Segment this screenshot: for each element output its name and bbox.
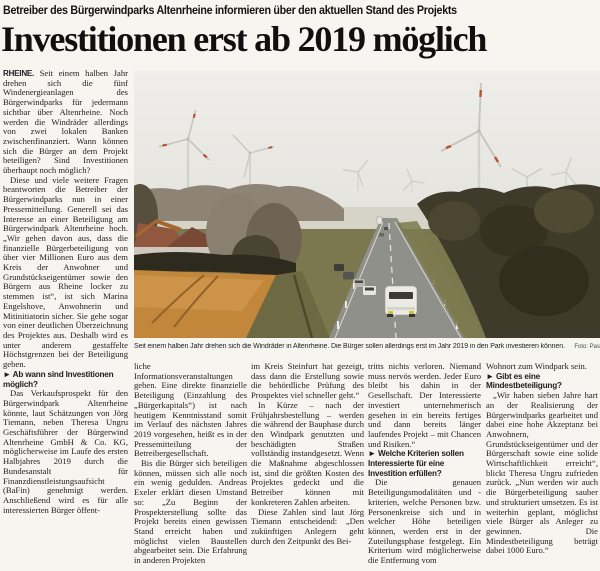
paragraph: tritts nichts verloren. Niemand muss nervös werden. Jeder Euro bleibt bis dahin in der Gesellschaft. Der Interessierte investiert unternehmerisch gesehen in ein bereits fertiges und dann bereits länger laufendes Projekt – mit Chancen und Risiken.“ bbox=[368, 362, 481, 449]
photo-scene bbox=[134, 71, 600, 338]
tree-clump bbox=[534, 189, 594, 233]
distant-truck bbox=[377, 217, 382, 224]
article-column-2 bbox=[134, 362, 247, 570]
tree-clump bbox=[499, 246, 589, 316]
photo-credit: Foto: Pas bbox=[574, 344, 600, 350]
paragraph: Wohnort zum Windpark sein. bbox=[486, 362, 587, 371]
article-column-4 bbox=[368, 362, 481, 570]
lead-paragraph: RHEINE. Seit einem halben Jahr drehen sich die fünf Windenergieanlagen des Bürgerwindparks für jedermann sichtbar über Altenrheine. Noch werden die Windräder allerdings von zwei lokalen Banken zwischenfinanziert. Wann können sich die Bürger an dem Projekt beteiligen? Sind Investitionen überhaupt noch möglich? bbox=[3, 69, 128, 176]
van bbox=[385, 286, 417, 317]
distant-car bbox=[384, 227, 388, 230]
paragraph: Bis die Bürger sich beteiligen können, müssen sich alle noch ein wenig gedulden. Andreas Exeler erklärt diesen Umstand so: „Zu Beginn der Prospekterstellung sollte das Projekt bereits einen gewissen Stand erreicht haben und möglichst vielen Baustellen abgearbeitet sein. Die Erfahrung in anderen Projekten bbox=[134, 458, 247, 566]
article-column-3 bbox=[251, 362, 364, 570]
paragraph: Diese und viele weitere Fragen beantworten die Betreiber der Bürgerwindparks nun in einer Pressemitteilung. Generell sei das Interesse an einer Beteiligung am Bürgerwindpark Altenrheine hoch. „Wir gehen davon aus, dass die finanzielle Bürgerbeteiligung von über vier Millionen Euro aus dem Kreis der Anwohner und Grundstückseigentümer sowie den Bürgern aus Rheine locker zu stemmen ist“, ist sich Marina Engelshove, Anwohnerin und Mitinitiatorin sicher. Sie gehe sogar von einer deutlichen Überzeichnung des Projektes aus. Deshalb wird es unter anderem gestaffelte Höchstgrenzen bei der Beteiligung geben. bbox=[3, 174, 128, 370]
car bbox=[334, 264, 344, 271]
dateline: RHEINE. bbox=[3, 69, 35, 78]
car bbox=[343, 272, 354, 280]
paragraph: „Wir haben sieben Jahre hart an der Realisierung der Bürgerwindparks gearbeitet und dabei eine hohe Akzeptanz bei Anwohnern, Grundstückseigentümer und der Bürgerschaft sowie eine solide Wirtschaftlichkeit erreicht“, blickt Theresa Ungru zufrieden zurück. „Nun werden wir auch die Bürgerbeteiligung sauber und strukturiert umsetzen. Es ist weiterhin geplant, möglichst viele Bürger als Anleger zu gewinnen. Die Mindestbeteiligung beträgt dabei 1000 Euro.“ bbox=[486, 390, 598, 556]
photo-caption: Seit einem halben Jahr drehen sich die Windräder in Altenrheine. Die Bürger sollen allerdings erst im Jahr 2019 in den Park investieren können. bbox=[134, 343, 565, 350]
paragraph: Diese Zahlen sind laut Jörg Tiemann entscheidend: „Den zukünftigen Anlegern geht durch den Zeitpunkt des Bei- bbox=[251, 506, 364, 546]
tree-clump bbox=[428, 201, 480, 241]
kicker: Betreiber des Bürgerwindparks Altenrheine informieren über den aktuellen Stand des Projekts bbox=[3, 5, 457, 17]
article-photo bbox=[134, 71, 600, 338]
article-column-1 bbox=[3, 69, 128, 569]
paragraph: In Kürze – nach der Frühjahrsbestellung – werden die während der Bauphase durch den Windpark genutzten und beschädigten Straßen vollständig instandgesetzt. Wenn die Maßnahme abgeschlossen ist, sind die größten Kosten des Projektes gedeckt und die Betreiber können mit konkreteren Zahlen arbeiten. bbox=[251, 399, 364, 507]
paragraph: Die genauen Beteiligungsmodalitäten und -kriterien, welche Personen bzw. Personenkreise sich und in welcher Höhe beteiligen können, werden erst in der Zuteilungsphase festgelegt. Ein Kriterium wird möglicherweise die Entfernung vom bbox=[368, 477, 481, 566]
page-title: Investitionen erst ab 2019 möglich bbox=[1, 19, 487, 59]
section-heading: ► Welche Kriterien sollen Interessierte für eine Investition erfüllen? bbox=[368, 449, 464, 478]
paragraph: im Kreis Steinfurt hat gezeigt, dass dann die Erstellung sowie die behördliche Prüfung des Prospektes viel schneller geht.“ bbox=[251, 362, 364, 401]
photo-caption-row bbox=[134, 343, 600, 350]
section-heading: ► Ab wann sind Investitionen möglich? bbox=[3, 369, 114, 389]
article-column-5 bbox=[486, 362, 598, 570]
distant-car bbox=[379, 233, 384, 237]
paragraph: Das Verkaufsprospekt für den Bürgerwindpark Altenrheine könnte, laut Schätzungen von Jörg Tiemann, neben Theresa Ungru Geschäftsführer der Bürgerwind Altenrheine GmbH & Co. KG, möglicherweise im Laufe des ersten Halbjahres 2019 durch die Bundesanstalt für Finanzdienstleistungsaufsicht (BaFin) genehmigt werden. Anschließend wird es für alle interessierten Bürger öffent- bbox=[3, 388, 128, 515]
section-heading: ► Gibt es eine Mindestbeteiligung? bbox=[486, 371, 562, 391]
paragraph: liche Informationsveranstaltungen geben. Eine direkte finanzielle Beteiligung (Einzahlung des „Bürgerkapitals“) ist nach heutigem Kenntnisstand somit im Verlauf des nächsten Jahres 2019 vorgesehen, heißt es in der Pressemitteilung der Betreibergesellschaft. bbox=[134, 362, 247, 459]
